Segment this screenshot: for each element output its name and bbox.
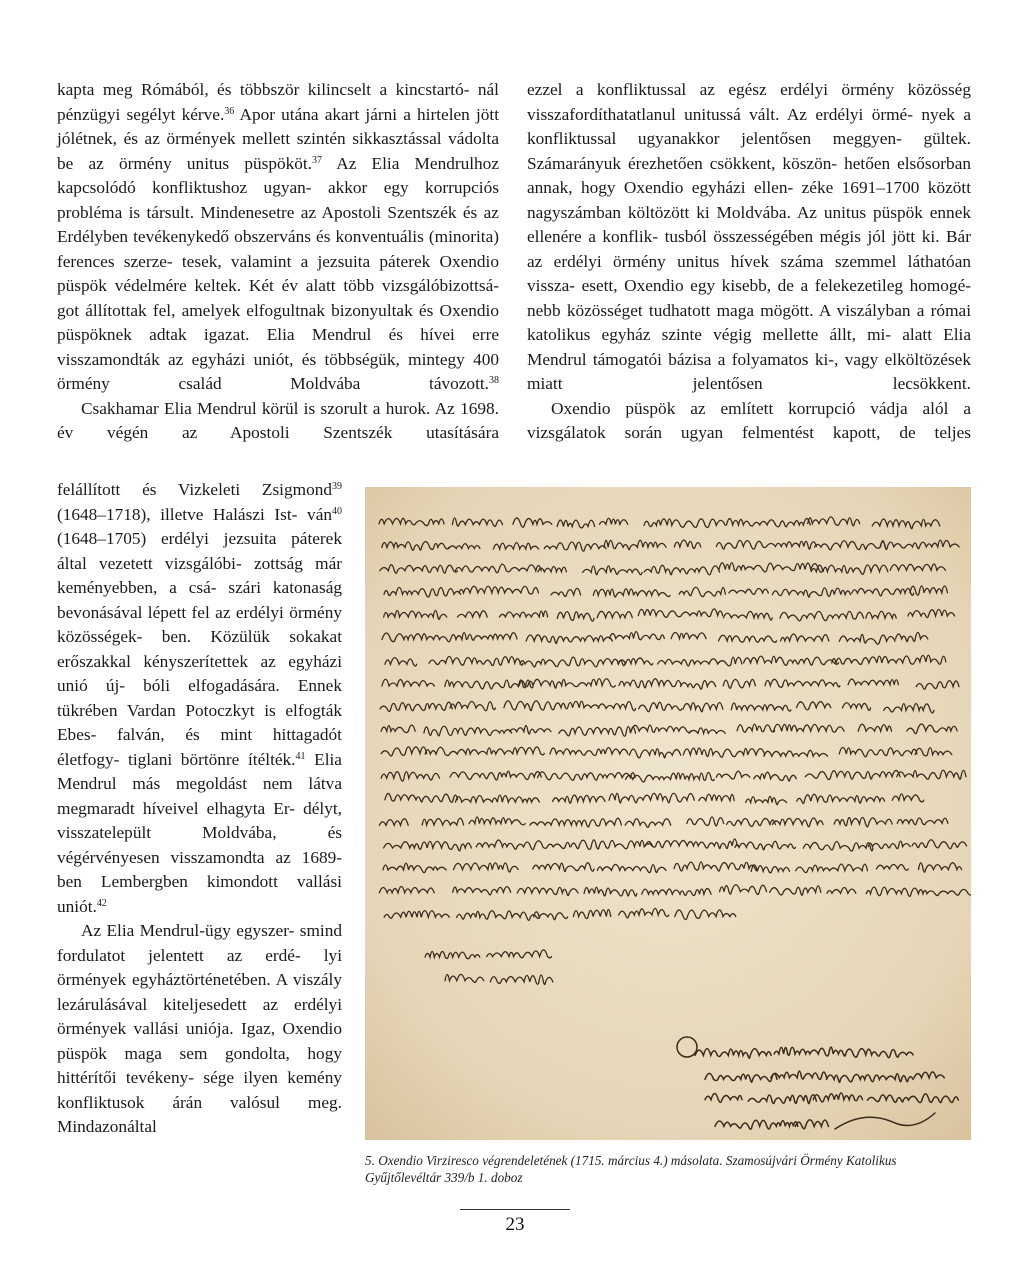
manuscript-handwriting xyxy=(365,487,971,1140)
text-line: Mendrul más megoldást nem látva xyxy=(57,774,342,793)
text-line: Elia xyxy=(314,749,342,769)
text-line: got állítottak fel, amelyek elfogultnak bizonyultak és xyxy=(57,300,434,320)
text-line: 1689-ben Lembergben kimondott xyxy=(57,847,342,891)
figure-caption xyxy=(365,1152,971,1186)
text-line: kapta meg Rómából, és többször kilincselt a kincstartó- xyxy=(57,80,470,99)
text-line: örmény unitus hívek száma szemmel láthatóan vissza- xyxy=(527,251,972,295)
text-line: fel az erdélyi örmény közösségek- xyxy=(57,602,342,646)
text-line: páterek által vezetett vizsgálóbi- xyxy=(57,529,342,573)
text-line: lyi örmények egyháztörténetében. xyxy=(57,945,342,989)
text-line: Csakhamar Elia Mendrul körül is szorult a hurok. xyxy=(81,398,431,418)
text-line: zéke 1691–1700 között nagyszámban költözött ki xyxy=(527,178,972,222)
left-column-top xyxy=(57,78,499,446)
text-line: gondolta, hogy hittérítői tevékeny- xyxy=(57,1043,342,1087)
text-line: obszerváns és konventuális (minorita) ferences szerze- xyxy=(57,227,499,271)
footer-rule xyxy=(460,1209,570,1210)
paper-background xyxy=(365,487,971,1140)
text-line: visszafordíthatatlanul unitussá vált. Az erdélyi örmé- xyxy=(527,104,913,124)
right-column xyxy=(527,78,971,446)
text-line: Az Elia Mendrul-ügy egyszer- xyxy=(81,921,295,940)
footnote-ref: 41 xyxy=(295,750,306,762)
text-line: esett, Oxendio egy kisebb, de a felekezetileg homogé- xyxy=(581,276,971,295)
text-line: a hirtelen jött jólétnek, és az örmények mellett szintén xyxy=(57,104,500,148)
text-line: hetően elsősorban annak, hogy Oxendio egyházi ellen- xyxy=(527,153,971,197)
caption-number: 5. xyxy=(365,1153,375,1168)
text-line: akkor egy korrupciós probléma is társult. Mindenesetre xyxy=(57,178,499,222)
text-line: tiglani börtönre ítélték. xyxy=(128,749,296,769)
footnote-ref: 42 xyxy=(96,897,107,909)
text-line: (1648–1705) erdélyi jezsuita xyxy=(57,529,277,548)
text-line: vallási uniót. xyxy=(57,872,342,916)
text-line: zottság már keményebben, a csá- xyxy=(57,553,342,597)
text-line: kényszerítettek az egyházi unió új- xyxy=(57,651,342,695)
manuscript-image xyxy=(365,487,971,1140)
text-line: nebb közösséget tudhatott maga mögött. A viszályban xyxy=(527,300,911,320)
text-line: megmaradt híveivel elhagyta Er- xyxy=(57,798,295,818)
caption-text: Oxendio Virziresco végrendeletének (1715. március 4.) másolata. Szamosújvári Örmény Katolikus Gyűjtőlevéltár 339/b 1. doboz xyxy=(365,1153,897,1185)
text-line: tusból összességében mégis jól jött ki. Bár az erdélyi xyxy=(527,227,971,271)
text-line: alatt Elia Mendrul támogatói bázisa a folyamatos ki-, xyxy=(527,325,971,369)
text-line: bóli elfogadására. Ennek tükrében xyxy=(57,676,342,720)
footnote-ref: 39 xyxy=(332,481,342,492)
footnote-ref: 36 xyxy=(224,105,235,117)
text-line: a római katolikus egyház szinte végig mellette állt, mi- xyxy=(527,300,971,344)
text-line: végérvényesen visszamondta az xyxy=(57,847,291,867)
text-line: smind fordulatot jelentett az erdé- xyxy=(57,921,343,965)
text-line: vagy elköltözések miatt jelentősen lecsökkent. xyxy=(527,349,971,393)
text-line: az erdélyi örmények vallási uniója. xyxy=(57,994,342,1038)
left-column-wrap xyxy=(57,478,342,1140)
text-line: ben. Közülük sokakat erőszakkal xyxy=(57,627,343,671)
text-line: délyt, visszatelepült Moldvába, és xyxy=(57,798,342,842)
text-line: felállított és Vizkeleti Zsigmond xyxy=(57,480,332,499)
text-line: Apor utána akart járni xyxy=(239,104,398,124)
text-line: mintegy 400 örmény család Moldvába távozott. xyxy=(57,349,499,393)
text-line: Igaz, Oxendio püspök maga sem xyxy=(57,1019,342,1063)
text-line: tesek, valamint a jezsuita páterek Oxendio püspök xyxy=(57,251,499,295)
text-line: Az Elia Mendrulhoz kapcsolódó konfliktushoz ugyan- xyxy=(57,153,499,197)
text-line: nyek a konfliktussal ugyanakkor jelentősen meggyen- xyxy=(527,104,971,148)
text-line: Oxendio püspök az említett korrupció vádja alól a xyxy=(551,398,971,418)
footnote-ref: 40 xyxy=(332,505,342,517)
text-line: ván xyxy=(307,504,332,524)
text-line: szári katonaság bevonásával lépett xyxy=(57,578,342,622)
text-line: vizsgálatok során ugyan felmentést kapott, de teljes xyxy=(527,423,971,442)
text-line: ezzel a konfliktussal az egész erdélyi örmény közösség xyxy=(527,80,971,99)
text-line: Az 1698. év végén az Apostoli Szentszék utasítására xyxy=(57,398,499,442)
footnote-ref: 38 xyxy=(489,375,499,386)
footnote-ref: 37 xyxy=(312,154,323,166)
text-line: sége ilyen kemény konfliktusok xyxy=(57,1068,342,1112)
text-line: erre visszamondták az egyházi uniót, és többségük, xyxy=(57,325,499,369)
text-line: gültek. Számarányuk érezhetően csökkent, köszön- xyxy=(527,129,971,173)
text-line: Oxendio püspöknek adtak igazat. Elia Mendrul és hívei xyxy=(57,300,499,344)
text-line: nál pénzügyi segélyt kérve. xyxy=(57,80,499,124)
text-line: az Apostoli Szentszék és az Erdélyben tevékenykedő xyxy=(57,202,499,246)
text-line: falván, és mint hittagadót életfogy- xyxy=(57,725,342,769)
text-line: védelmére keltek. Két év alatt több vizsgálóbizottsá- xyxy=(114,276,499,295)
text-line: (1648–1718), illetve Halászi Ist- xyxy=(57,504,298,524)
text-line: árán valósul meg. Mindazonáltal xyxy=(57,1092,342,1136)
page-number: 23 xyxy=(505,1214,525,1235)
text-line: sikkasztással vádolta be az örmény unitus püspököt. xyxy=(57,129,499,173)
text-line: Moldvába. Az unitus püspök ennek ellenére a konflik- xyxy=(527,202,972,246)
text-line: A viszály lezárulásával kiteljesedett xyxy=(57,970,343,1014)
text-line: Vardan Potoczkyt is elfogták Ebes- xyxy=(57,700,342,744)
